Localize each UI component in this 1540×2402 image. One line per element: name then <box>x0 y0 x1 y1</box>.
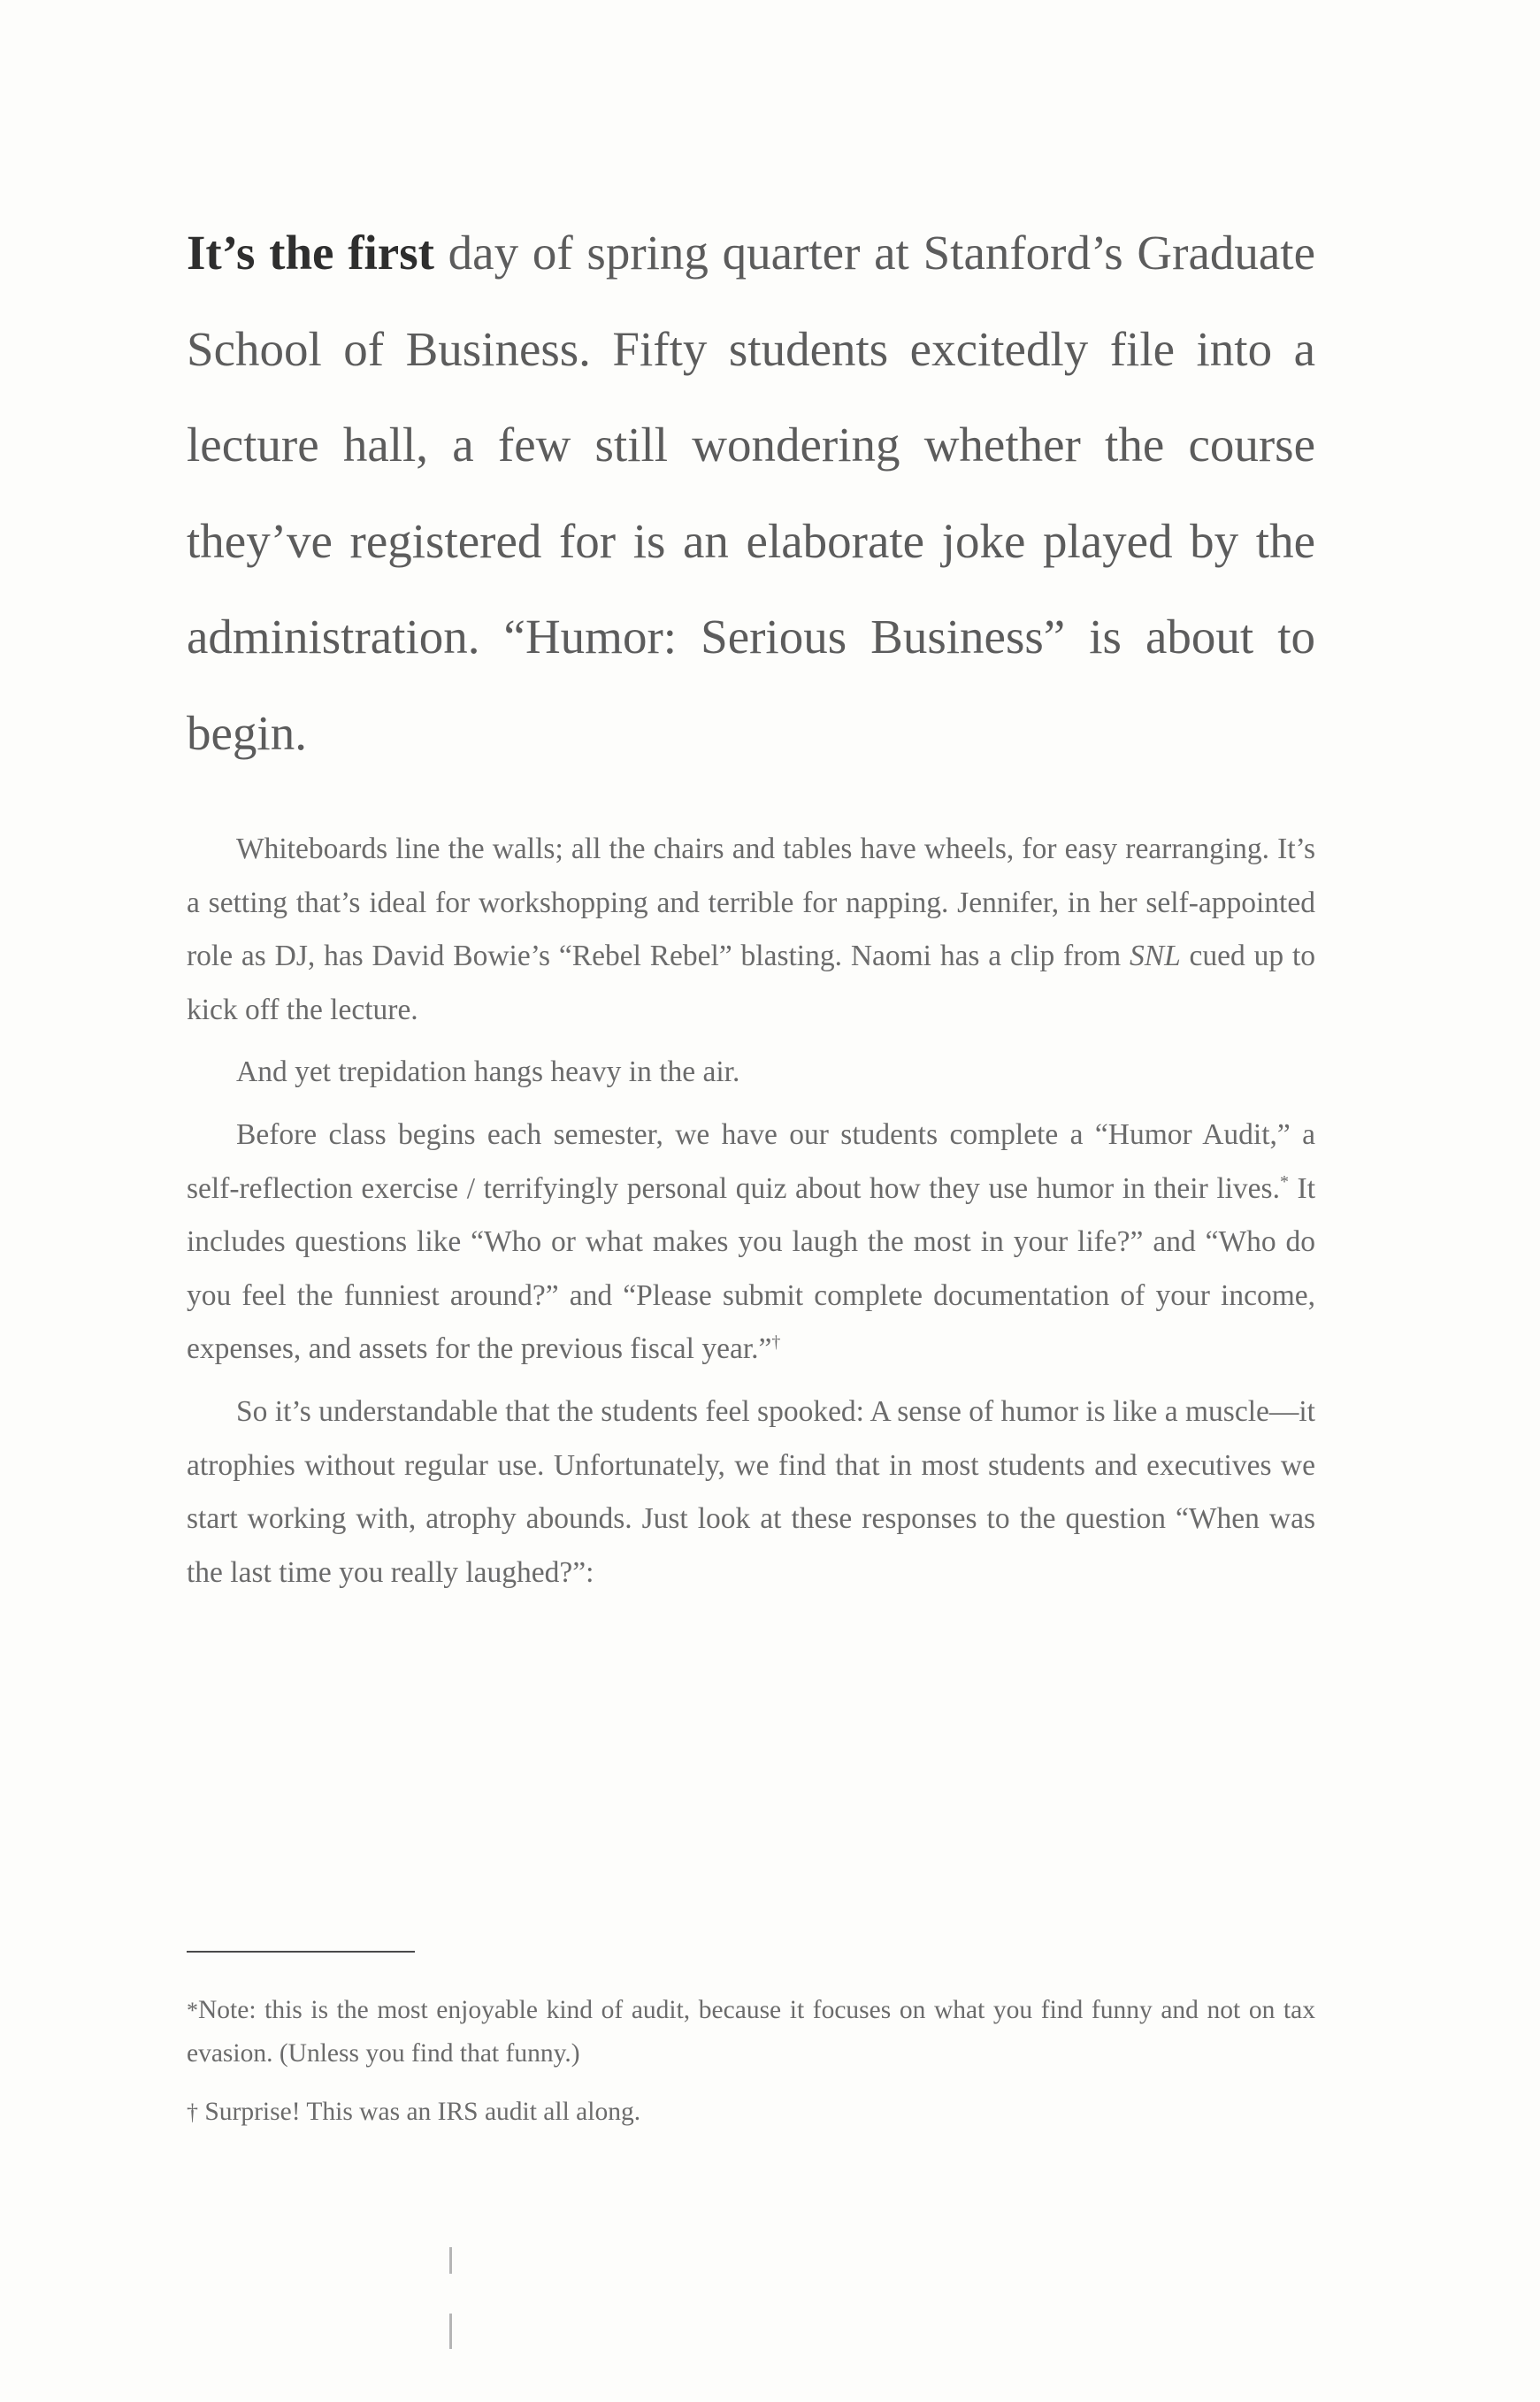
footnote-reference: † <box>771 1332 781 1353</box>
opening-lead-in: It’s the first <box>187 226 434 280</box>
footnote-2 <box>187 2091 1315 2134</box>
footnote-symbol: † <box>187 2099 198 2125</box>
footnote-text: Note: this is the most enjoyable kind of audit, because it focuses on what you find funny and not on tax evasion. (Unless you find that funny.) <box>187 1996 1315 2068</box>
footnote-divider <box>187 1951 415 1953</box>
paragraph-text: Whiteboards line the walls; all the chairs and tables have wheels, for easy rearranging. It’s a setting that’s ideal for workshopping and terrible for napping. Jennifer, in her self-appointed role as DJ, has David Bowie’s “Rebel Rebel” blasting. Naomi has a clip from <box>187 833 1315 973</box>
paragraph-text: It includes questions like “Who or what makes you laugh the most in your life?” and “Who do you feel the funniest around?” and “Please submit complete documentation of your income, expenses, and assets for the previous fiscal year.” <box>187 1171 1315 1366</box>
footnote-reference: * <box>1279 1171 1289 1192</box>
opening-paragraph <box>187 205 1315 781</box>
paragraph-humor-audit <box>187 1109 1315 1377</box>
footnote-1 <box>187 1989 1315 2075</box>
footnote-text: Surprise! This was an IRS audit all along. <box>198 2098 641 2126</box>
scan-artifact <box>449 2314 452 2349</box>
opening-text: day of spring quarter at Stanford’s Graduate School of Business. Fifty students excitedly file into a lecture hall, a few still wondering whether the course they’ve registered for is an elaborate joke played by the administration. “Humor: Serious Business” is about to begin. <box>187 226 1315 760</box>
paragraph-trepidation: And yet trepidation hangs heavy in the air. <box>236 1055 740 1089</box>
paragraph-classroom <box>187 823 1315 1037</box>
paragraph-text: cued up to kick off the lecture. <box>187 940 1316 1026</box>
scan-artifact <box>449 2247 452 2274</box>
footnotes <box>187 1989 1315 2134</box>
show-title: SNL <box>1130 940 1181 973</box>
body-text <box>187 823 1315 1600</box>
paragraph-text: Before class begins each semester, we have our students complete a “Humor Audit,” a self-reflection exercise / terrifyingly personal quiz about how they use humor in their lives. <box>187 1117 1315 1205</box>
footnote-symbol: * <box>187 1998 198 2023</box>
paragraph-atrophy: So it’s understandable that the students feel spooked: A sense of humor is like a muscle—it atrophies without regular use. Unfortunately, we find that in most students and executives we start working with, atrophy abounds. Just look at these responses to the question “When was the last time you really laughed?”: <box>187 1394 1315 1589</box>
